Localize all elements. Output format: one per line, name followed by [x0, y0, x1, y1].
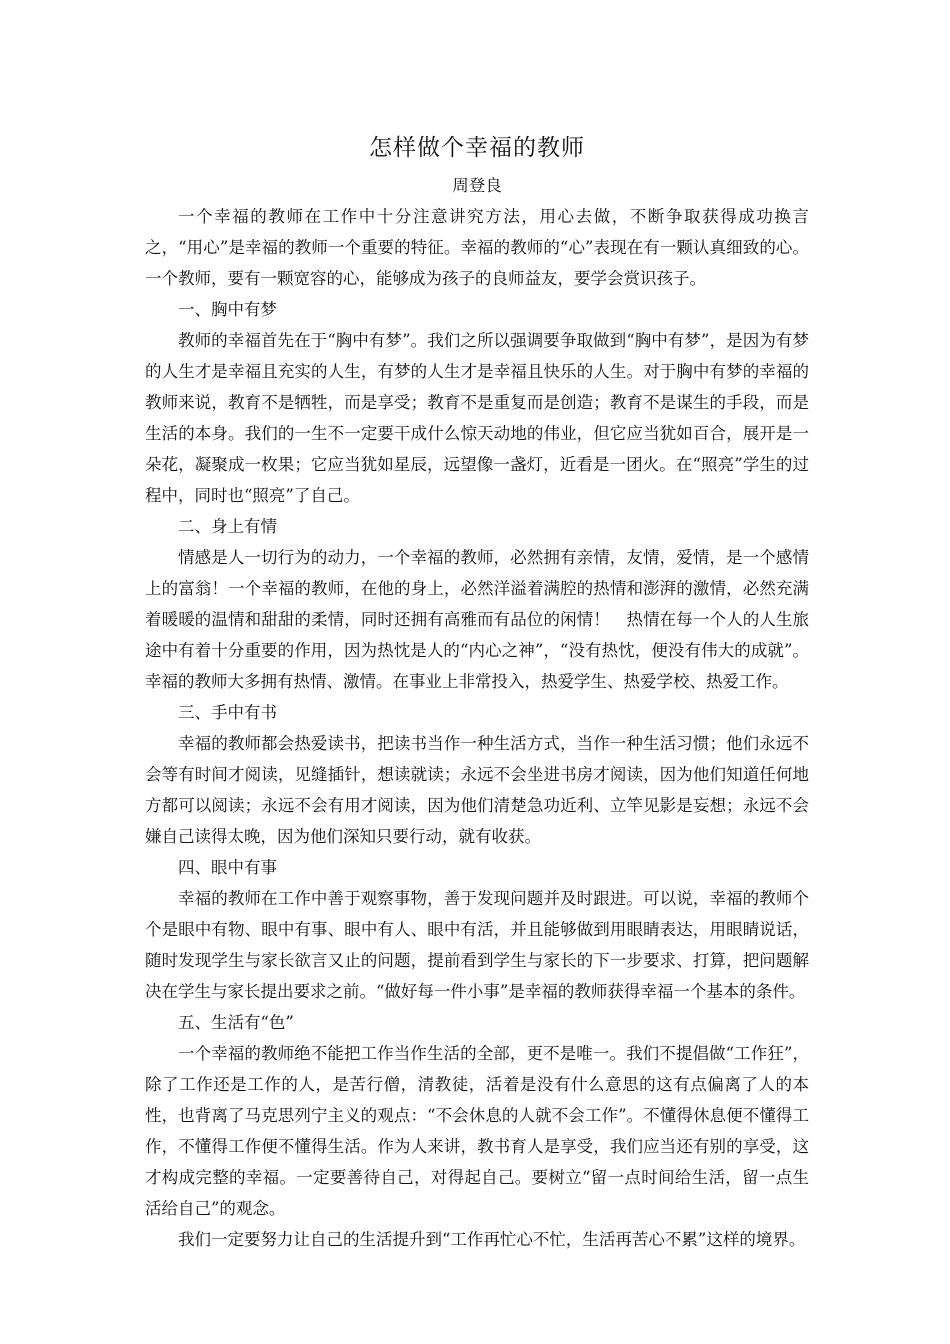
section-heading: 四、眼中有事	[178, 858, 277, 877]
section-body: 幸福的教师在工作中善于观察事物，善于发现问题并及时跟进。可以说，幸福的教师个个是眼中有物、眼中有事、眼中有人、眼中有活，并且能够做到用眼睛表达，用眼睛说话，随时发现学生与家长欲言又止的问题，提前看到学生与家长的下一步要求、打算，把问题解决在学生与家长提出要求之前。“做好每一件小事”是幸福的教师获得幸福一个基本的条件。	[145, 889, 809, 1001]
section-1	[145, 294, 809, 511]
section-heading: 三、手中有书	[178, 703, 277, 722]
section-heading: 五、生活有“色”	[178, 1013, 294, 1032]
intro-paragraph: 一个幸福的教师在工作中十分注意讲究方法，用心去做，不断争取获得成功换言之，“用心”是幸福的教师一个重要的特征。幸福的教师的“心”表现在有一颗认真细致的心。一个教师，要有一颗宽容的心，能够成为孩子的良师益友，要学会赏识孩子。	[145, 207, 809, 288]
section-4	[145, 852, 809, 1007]
section-3	[145, 697, 809, 852]
document-title: 怎样做个幸福的教师	[369, 135, 585, 161]
section-5	[145, 1007, 809, 1224]
section-body: 一个幸福的教师绝不能把工作当作生活的全部，更不是唯一。我们不提倡做“工作狂”，除了工作还是工作的人，是苦行僧，清教徒，活着是没有什么意思的这有点偏离了人的本性，也背离了马克思列宁主义的观点：“不会休息的人就不会工作”。不懂得休息便不懂得工作，不懂得工作便不懂得生活。作为人来讲，教书育人是享受，我们应当还有别的享受，这才构成完整的幸福。一定要善待自己，对得起自己。要树立“留一点时间给生活，留一点生活给自己”的观念。	[145, 1044, 809, 1218]
section-body: 情感是人一切行为的动力，一个幸福的教师，必然拥有亲情，友情，爱情，是一个感情上的富翁！一个幸福的教师，在他的身上，必然洋溢着满腔的热情和澎湃的激情，必然充满着暖暖的温情和甜甜的柔情，同时还拥有高雅而有品位的闲情！ 热情在每一个人的人生旅途中有着十分重要的作用，因为热忱是人的“内心之神”，“没有热忱，便没有伟大的成就”。幸福的教师大多拥有热情、激情。在事业上非常投入，热爱学生、热爱学校、热爱工作。	[145, 548, 809, 691]
section-body: 教师的幸福首先在于“胸中有梦”。我们之所以强调要争取做到“胸中有梦”，是因为有梦的人生才是幸福且充实的人生，有梦的人生才是幸福且快乐的人生。对于胸中有梦的幸福的教师来说，教育不是牺牲，而是享受；教育不是重复而是创造；教育不是谋生的手段，而是生活的本身。我们的一生不一定要干成什么惊天动地的伟业，但它应当犹如百合，展开是一朵花，凝聚成一枚果；它应当犹如星辰，远望像一盏灯，近看是一团火。在“照亮”学生的过程中，同时也“照亮”了自己。	[145, 331, 809, 505]
closing-paragraph: 我们一定要努力让自己的生活提升到“工作再忙心不忙，生活再苦心不累”这样的境界。	[178, 1230, 806, 1249]
document-author: 周登良	[452, 176, 502, 195]
section-heading: 二、身上有情	[178, 517, 277, 536]
section-heading: 一、胸中有梦	[178, 300, 277, 319]
document-page	[145, 128, 809, 1255]
section-body: 幸福的教师都会热爱读书，把读书当作一种生活方式，当作一种生活习惯；他们永远不会等有时间才阅读，见缝插针，想读就读；永远不会坐进书房才阅读，因为他们知道任何地方都可以阅读；永远不会有用才阅读，因为他们清楚急功近利、立竿见影是妄想；永远不会嫌自己读得太晚，因为他们深知只要行动，就有收获。	[145, 734, 809, 846]
section-2	[145, 511, 809, 697]
